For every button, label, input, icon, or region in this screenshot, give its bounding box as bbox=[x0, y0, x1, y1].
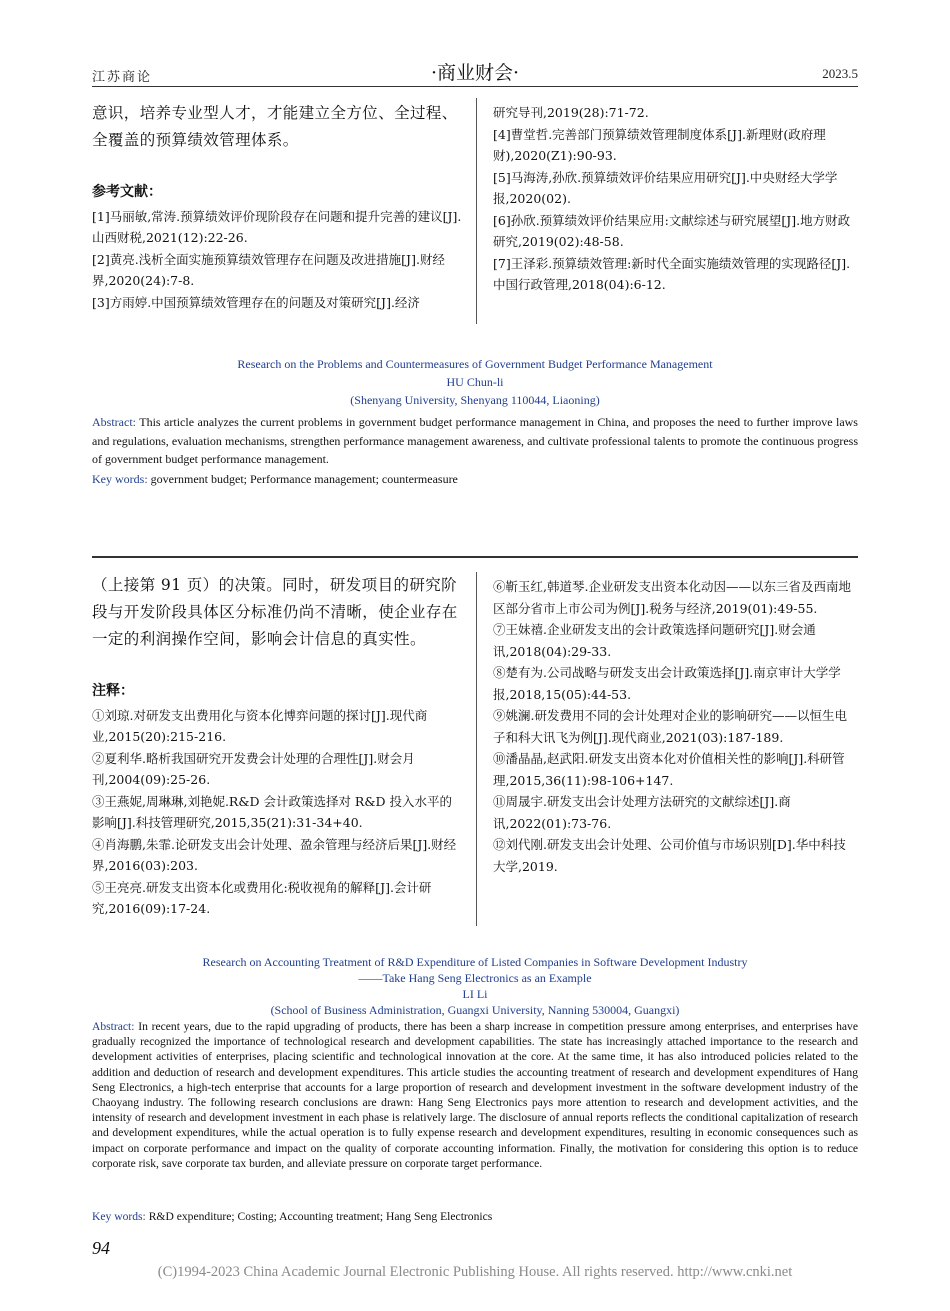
keywords-text: R&D expenditure; Costing; Accounting treatment; Hang Seng Electronics bbox=[148, 1210, 493, 1223]
english-subtitle: ——Take Hang Seng Electronics as an Example bbox=[358, 971, 592, 985]
issue-date: 2023.5 bbox=[822, 66, 858, 81]
note-item: ⑪周晟宇.研发支出会计处理方法研究的文献综述[J].商讯,2022(01):73-76. bbox=[493, 794, 791, 831]
notes-heading: 注释： bbox=[92, 683, 134, 699]
abstract-text: This article analyzes the current problems in government budget performance management in China, and proposes the need to further improve laws and regulations, evaluation mechanisms, strengthen performance management awareness, and cultivate professional talents to promote the continuous progress of government budget performance management. bbox=[92, 415, 858, 466]
note-item: ⑫刘代刚.研发支出会计处理、公司价值与市场识别[D].华中科技大学,2019. bbox=[493, 837, 846, 874]
english-affiliation: (School of Business Administration, Guangxi University, Nanning 530004, Guangxi) bbox=[270, 1003, 680, 1017]
reference-item: [2]黄亮.浅析全面实施预算绩效管理存在问题及改进措施[J].财经界,2020(24):7-8. bbox=[92, 251, 445, 288]
english-abstract bbox=[92, 1019, 858, 1171]
article1-left-column bbox=[92, 100, 462, 313]
keywords-label: Key words: bbox=[92, 1210, 146, 1223]
references-heading: 参考文献： bbox=[92, 184, 162, 200]
section-title: ·商业财会· bbox=[430, 62, 520, 84]
english-title: Research on the Problems and Countermeasures of Government Budget Performance Management bbox=[237, 357, 713, 371]
column-divider bbox=[476, 98, 477, 324]
english-author: HU Chun-li bbox=[446, 375, 504, 389]
note-item: ③王燕妮,周琳琳,刘艳妮.R&D 会计政策选择对 R&D 投入水平的影响[J].科技管理研究,2015,35(21):31-34+40. bbox=[92, 793, 452, 830]
article-separator bbox=[92, 556, 858, 558]
english-author: LI Li bbox=[462, 987, 488, 1001]
note-item: ⑤王亮亮.研发支出资本化或费用化:税收视角的解释[J].会计研究,2016(09):17-24. bbox=[92, 879, 432, 916]
reference-item: [7]王泽彩.预算绩效管理:新时代全面实施绩效管理的实现路径[J].中国行政管理,2018(04):6-12. bbox=[493, 255, 851, 292]
article1-body-end: 意识，培养专业型人才，才能建立全方位、全过程、全覆盖的预算绩效管理体系。 bbox=[92, 104, 458, 149]
page-number: 94 bbox=[92, 1238, 110, 1258]
note-item: ④肖海鹏,朱霏.论研发支出会计处理、盈余管理与经济后果[J].财经界,2016(03):203. bbox=[92, 836, 457, 873]
article2-body-continuation: （上接第 91 页）的决策。同时，研发项目的研究阶段与开发阶段具体区分标准仍尚不清晰，使企业存在一定的利润操作空间，影响会计信息的真实性。 bbox=[92, 576, 458, 648]
english-keywords bbox=[92, 470, 858, 489]
reference-item: [1]马丽敏,常涛.预算绩效评价现阶段存在问题和提升完善的建议[J].山西财税,2021(12):22-26. bbox=[92, 208, 462, 245]
column-divider bbox=[476, 572, 477, 926]
note-item: ⑦王妹禧.企业研发支出的会计政策选择问题研究[J].财会通讯,2018(04):29-33. bbox=[493, 622, 816, 659]
article1-right-column bbox=[493, 102, 858, 296]
note-item: ⑩潘晶晶,赵武阳.研发支出资本化对价值相关性的影响[J].科研管理,2015,36(11):98-106+147. bbox=[493, 751, 845, 788]
note-item: ①刘琼.对研发支出费用化与资本化博弈问题的探讨[J].现代商业,2015(20):215-216. bbox=[92, 707, 428, 744]
reference-item: 研究导刊,2019(28):71-72. bbox=[493, 105, 649, 120]
english-keywords bbox=[92, 1209, 858, 1224]
reference-item: [4]曹堂哲.完善部门预算绩效管理制度体系[J].新理财(政府理财),2020(Z1):90-93. bbox=[493, 126, 826, 163]
note-item: ⑨姚澜.研发费用不同的会计处理对企业的影响研究——以恒生电子和科大讯飞为例[J].现代商业,2021(03):187-189. bbox=[493, 708, 847, 745]
abstract-text: In recent years, due to the rapid upgrading of products, there has been a sharp increase in competition pressure among enterprises, and enterprises have gradually recognized the importance of technological research and development capabilities. The state has increasingly attached importance to the research and development activities of enterprises, placing scientific and technological innovation at the core. At the same time, it has also introduced policies related to the addition and deduction of research and development expenditures. This article studies the accounting treatment of research and development expenditures of Hang Seng Electronics, a high-tech enterprise that accounts for a large proportion of research and development investment in the software development industry of the Chaoyang industry. The following research conclusions are drawn: Hang Seng Electronics pays more attention to research and development activities, and the intensity of research and development investment in each phase is relatively large. The disclosure of annual reports reflects the conditional capitalization of research and development expenditures, while the actual operation is to fully expense research and development expenditures, resulting in economic consequences such as impact on corporate performance and impact on the quality of corporate accounting information. Finally, the motivation for considering this option is to reduce corporate risk, save corporate tax burden, and alleviate pressure on corporate target performance. bbox=[92, 1020, 858, 1170]
reference-item: [6]孙欣.预算绩效评价结果应用:文献综述与研究展望[J].地方财政研究,2019(02):48-58. bbox=[493, 212, 851, 249]
english-title: Research on Accounting Treatment of R&D Expenditure of Listed Companies in Software Development Industry bbox=[202, 955, 748, 969]
reference-item: [3]方雨婷.中国预算绩效管理存在的问题及对策研究[J].经济 bbox=[92, 294, 420, 310]
copyright-notice: (C)1994-2023 China Academic Journal Electronic Publishing House. All rights reserved. http://www.cnki.net bbox=[157, 1264, 793, 1280]
keywords-label: Key words: bbox=[92, 472, 148, 486]
note-item: ⑥靳玉红,韩道琴.企业研发支出资本化动因——以东三省及西南地区部分省市上市公司为例[J].税务与经济,2019(01):49-55. bbox=[493, 579, 851, 616]
article2-right-column bbox=[493, 576, 858, 877]
abstract-label: Abstract: bbox=[92, 415, 136, 429]
english-affiliation: (Shenyang University, Shenyang 110044, Liaoning) bbox=[350, 393, 600, 407]
abstract-label: Abstract: bbox=[92, 1020, 135, 1033]
keywords-text: government budget; Performance management; countermeasure bbox=[150, 472, 458, 486]
note-item: ②夏利华.略析我国研究开发费会计处理的合理性[J].财会月刊,2004(09):25-26. bbox=[92, 750, 415, 787]
header-rule bbox=[92, 86, 858, 87]
journal-name: 江苏商论 bbox=[92, 70, 153, 85]
reference-item: [5]马海涛,孙欣.预算绩效评价结果应用研究[J].中央财经大学学报,2020(02). bbox=[493, 169, 838, 206]
article2-left-column bbox=[92, 572, 462, 920]
note-item: ⑧楚有为.公司战略与研发支出会计政策选择[J].南京审计大学学报,2018,15(05):44-53. bbox=[493, 665, 841, 702]
english-abstract bbox=[92, 413, 858, 469]
